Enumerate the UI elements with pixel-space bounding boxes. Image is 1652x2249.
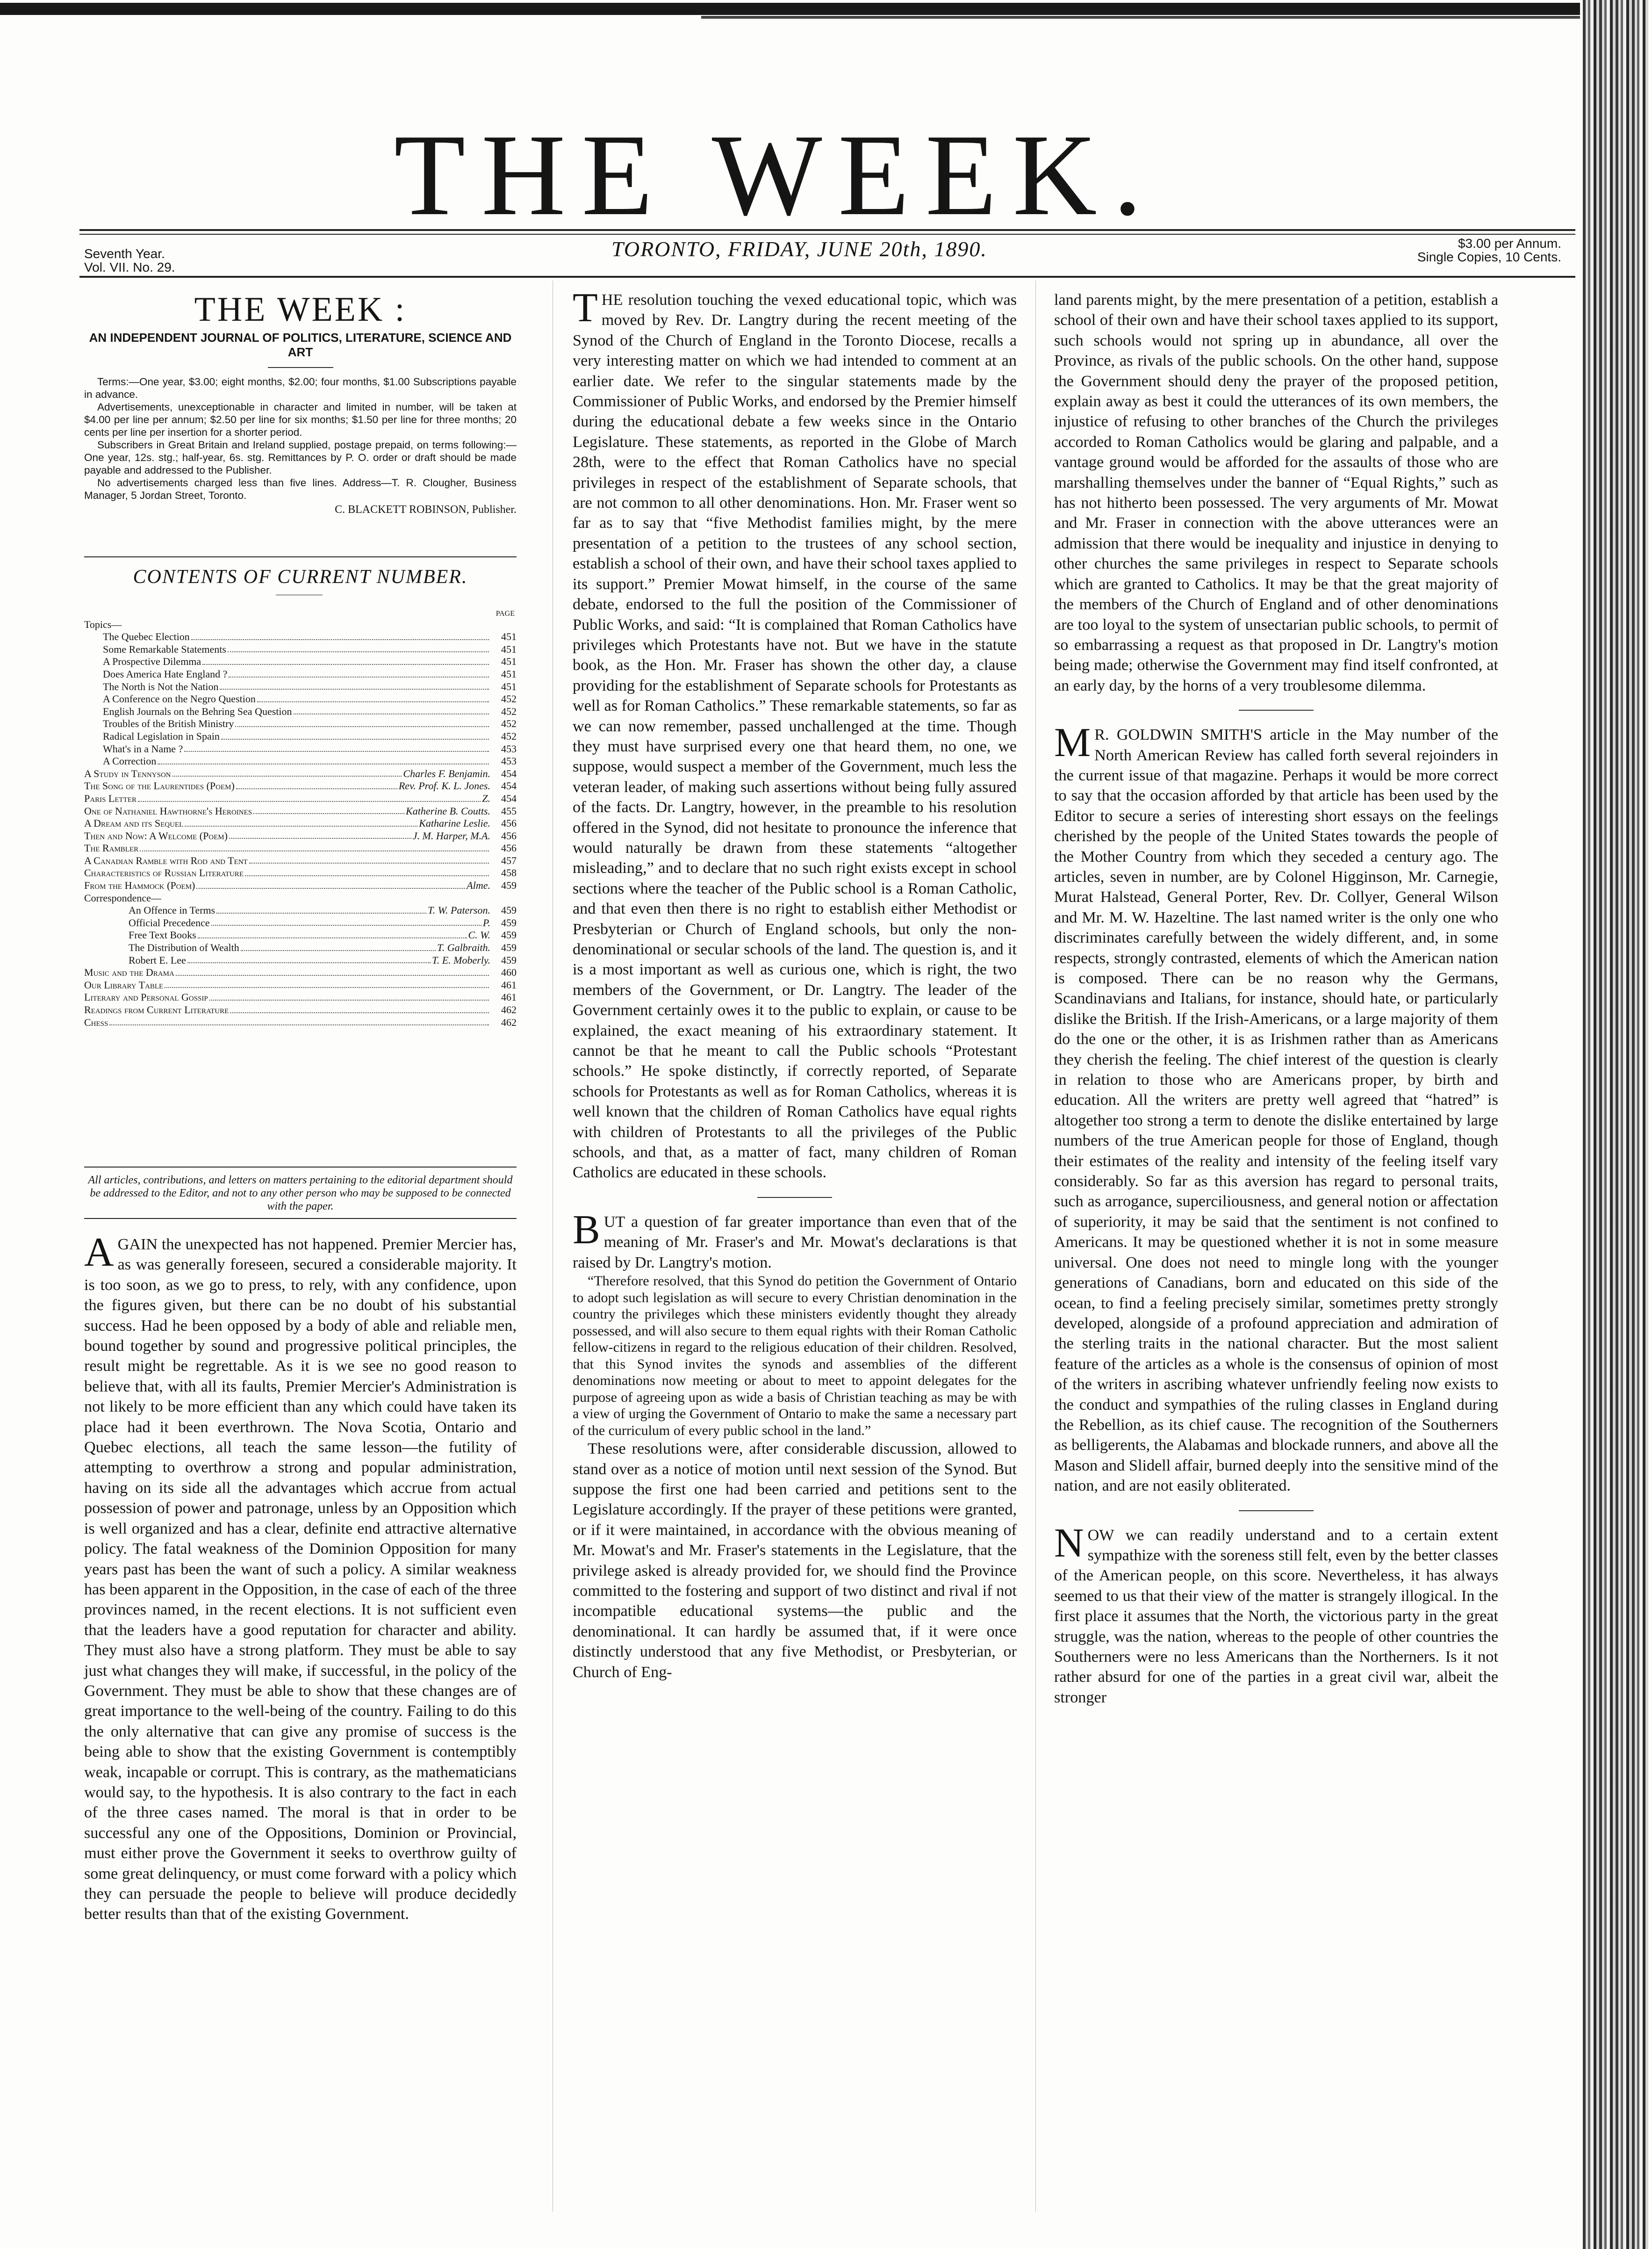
price-info	[1379, 237, 1561, 264]
contents-entry-author: Rev. Prof. K. L. Jones.	[398, 780, 490, 792]
contents-entry-page: 459	[501, 942, 517, 954]
leader-dots	[220, 681, 489, 690]
contents-row	[84, 979, 517, 992]
leader-dots	[253, 805, 404, 815]
contents-row	[84, 656, 517, 668]
contents-row	[84, 743, 517, 756]
leader-dots	[228, 643, 489, 653]
leader-dots	[294, 706, 489, 715]
journal-subtitle: AN INDEPENDENT JOURNAL OF POLITICS, LITERATURE, SCIENCE AND ART	[89, 331, 512, 359]
contents-row	[84, 755, 517, 768]
volume-info	[84, 247, 175, 274]
page-binding-edge	[1583, 0, 1648, 2249]
contents-row	[84, 879, 517, 892]
contents-entry-author: C. W.	[468, 929, 490, 941]
contents-entry-page: 451	[501, 631, 517, 643]
contents-entry-page: 460	[501, 966, 517, 979]
contents-entry-page: 455	[501, 805, 517, 817]
price-single: Single Copies, 10 Cents.	[1417, 250, 1561, 265]
leader-dots	[230, 1004, 489, 1013]
contents-row	[84, 954, 517, 967]
leader-dots	[158, 755, 489, 764]
contents-entry-page: 454	[501, 767, 517, 779]
contents-row	[84, 706, 517, 718]
main-contents-list	[84, 768, 517, 892]
journal-title: THE WEEK :	[194, 290, 407, 329]
contents-rule-bottom	[84, 1167, 517, 1168]
contents-row	[84, 1016, 517, 1029]
contents-row	[84, 631, 517, 643]
contents-entry-title: The Rambler	[84, 842, 139, 854]
contents-entry-title: From the Hammock (Poem)	[84, 879, 195, 892]
header-rule-bottom	[79, 276, 1575, 278]
table-of-contents	[84, 608, 517, 1029]
contents-row	[84, 817, 517, 830]
contents-entry-author: Katherine B. Coutts.	[406, 805, 490, 817]
article-separator	[1239, 710, 1314, 711]
leader-dots	[209, 991, 489, 1001]
contents-row	[84, 904, 517, 917]
leader-dots	[257, 693, 489, 702]
contents-entry-page: 451	[501, 680, 517, 692]
article-quebec-election	[84, 1230, 517, 1925]
contents-entry-page: 459	[501, 954, 517, 966]
article-separator	[1239, 1510, 1314, 1511]
contents-entry-author: Alme.	[467, 879, 490, 892]
contents-entry-title: The Song of the Laurentides (Poem)	[84, 780, 235, 792]
contents-entry-title: An Offence in Terms	[129, 904, 215, 916]
contents-row	[84, 668, 517, 681]
contents-entry-page: 452	[501, 693, 517, 705]
contents-entry-title: A Prospective Dilemma	[103, 656, 201, 668]
contents-entry-title: Robert E. Lee	[129, 954, 186, 966]
leader-dots	[138, 793, 481, 802]
leader-dots	[172, 768, 402, 777]
volume-label: Vol. VII. No. 29.	[84, 260, 175, 275]
contents-entry-page: 451	[501, 656, 517, 668]
notice-rule	[84, 1218, 517, 1219]
advertisements-text: Advertisements, unexceptionable in character and limited in number, will be taken at $4.00 per line per annum; $2.50 per line for six months; $1.50 per line for three months; 20 cents per line per insertion for a shorter period.	[84, 401, 517, 438]
contents-entry-title: A Conference on the Negro Question	[103, 693, 256, 705]
contents-row	[84, 730, 517, 743]
contents-entry-page: 451	[501, 668, 517, 680]
drop-cap: N	[1054, 1520, 1084, 1566]
contents-row	[84, 842, 517, 855]
leader-dots	[216, 904, 426, 914]
leader-dots	[241, 942, 436, 951]
contents-entry-title: Readings from Current Literature	[84, 1004, 229, 1016]
contents-entry-title: The North is Not the Nation	[103, 680, 219, 692]
drop-cap: B	[573, 1207, 600, 1253]
contents-entry-title: Characteristics of Russian Literature	[84, 867, 244, 879]
contents-entry-title: English Journals on the Behring Sea Question	[103, 705, 292, 717]
leader-dots	[185, 817, 417, 827]
contents-entry-title: A Correction	[103, 755, 157, 767]
correspondence-label: Correspondence—	[84, 892, 161, 904]
contents-row	[84, 805, 517, 818]
contents-entry-title: What's in a Name ?	[103, 742, 183, 755]
contents-entry-page: 458	[501, 867, 517, 879]
contents-entry-title: Free Text Books	[129, 929, 196, 941]
leader-dots	[109, 1016, 489, 1026]
leader-dots	[184, 743, 489, 752]
top-border-band	[0, 3, 1580, 15]
contents-entry-title: Does America Hate England ?	[103, 668, 228, 680]
contents-entry-page: 453	[501, 742, 517, 755]
year-label: Seventh Year.	[84, 246, 165, 261]
leader-dots	[187, 954, 431, 964]
journal-info-block	[84, 292, 517, 516]
contents-row	[84, 793, 517, 805]
contents-entry-page: 452	[501, 705, 517, 717]
article-text: OW we can readily understand and to a certain extent sympathize with the soreness still felt, even by the better classes of the American people, on this score. Nevertheless, it has always seemed to us that their view of the matter is strangely illogical. In the first place it assumes that the North, the victorious party in the great struggle, was the nation, whereas to the people of other countries the Southerners were no less Americans than the Northerners. Is it not rather absurd for one of the parties in a great civil war, albeit the stronger	[1054, 1526, 1498, 1706]
contents-entry-title: Radical Legislation in Spain	[103, 730, 220, 742]
topics-list	[84, 631, 517, 768]
leader-dots	[165, 979, 489, 988]
page-column-label: PAGE	[496, 610, 515, 618]
contents-rule-top	[84, 556, 517, 557]
contents-entry-page: 451	[501, 643, 517, 655]
article-separator	[757, 1197, 832, 1198]
contents-entry-author: T. W. Paterson.	[428, 904, 490, 916]
leader-dots	[229, 830, 411, 839]
subscribers-text: Subscribers in Great Britain and Ireland supplied, postage prepaid, on terms following:—One year, 12s. stg.; half-year, 6s. stg. Remittances by P. O. order or draft should be made payable and addressed to the Publisher.	[84, 439, 517, 476]
publisher-line: C. BLACKETT ROBINSON, Publisher.	[335, 504, 517, 516]
leader-dots	[235, 718, 489, 727]
contents-row	[84, 643, 517, 656]
leader-dots	[229, 668, 489, 678]
leader-dots	[176, 966, 489, 976]
contents-entry-title: Music and the Drama	[84, 966, 174, 979]
contents-entry-page: 462	[501, 1004, 517, 1016]
contents-row	[84, 867, 517, 879]
leader-dots	[211, 917, 481, 926]
masthead-title: THE WEEK.	[394, 110, 1158, 240]
contents-entry-author: T. Galbraith.	[437, 942, 490, 954]
price-annum: $3.00 per Annum.	[1458, 236, 1561, 251]
contents-title: CONTENTS OF CURRENT NUMBER.	[133, 566, 468, 588]
terms-text: Terms:—One year, $3.00; eight months, $2.00; four months, $1.00 Subscriptions payable in advance.	[84, 376, 517, 400]
contents-entry-title: Literary and Personal Gossip	[84, 991, 208, 1003]
article-column-2	[573, 285, 1017, 1682]
contents-entry-author: Katharine Leslie.	[419, 817, 490, 829]
contents-entry-title: Chess	[84, 1016, 108, 1028]
contents-entry-page: 456	[501, 829, 517, 842]
correspondence-list	[84, 904, 517, 966]
no-ads-text: No advertisements charged less than five lines. Address—T. R. Clougher, Business Manager, 5 Jordan Street, Toronto.	[84, 477, 517, 501]
contents-entry-author: J. M. Harper, M.A.	[412, 829, 490, 842]
leader-dots	[191, 631, 489, 640]
contents-row	[84, 929, 517, 942]
resolution-quote: “Therefore resolved, that this Synod do petition the Government of Ontario to adopt such legislation as will secure to every Christian denomination in the country the privileges which these ministers evidently thought they already possessed, and will also secure to them equal rights with their Roman Catholic fellow-citizens in regard to the religious education of their children. Resolved, that this Synod invites the synods and assemblies of the different denominations now meeting or about to meet to appoint delegates for the purpose of agreeing upon as wide a basis of Christian teaching as may be with a view of urging the Government of Ontario to make the same a necessary part of the curriculum of every public school in the land.”	[573, 1273, 1017, 1438]
leader-dots	[196, 879, 465, 889]
leader-dots	[202, 656, 489, 665]
contents-entry-title: The Distribution of Wealth	[129, 942, 239, 954]
drop-cap: A	[84, 1230, 114, 1275]
contents-row	[84, 966, 517, 979]
contents-entry-page: 459	[501, 929, 517, 941]
terms-block	[84, 375, 517, 502]
contents-entry-title: A Canadian Ramble with Rod and Tent	[84, 854, 248, 866]
leader-dots	[198, 929, 467, 938]
article-text: land parents might, by the mere presentation of a petition, establish a school of their own and have their school taxes applied to its support, such schools would not spring up in abundance, all over the Province, as rivals of the public schools. On the other hand, suppose the Government should deny the prayer of the proposed petition, explain away as best it could the utterances of its own members, the injustice of refusing to other branches of the Church the privileges accorded to Roman Catholics would be glaring and palpable, and a vantage ground would be afforded for the assaults of those who are marshalling themselves under the banner of “Equal Rights,” such as has not hitherto been possessed. The very arguments of Mr. Mowat and Mr. Fraser in connection with the above utterances were an admission that there would be inequality and injustice in denying to other churches the same privileges in respect to Separate schools which are granted to Catholics. It may be that the great majority of the members of the Church of England and of other denominations are too loyal to the system of unsectarian public schools, to permit of so embarrassing a request as that proposed in Dr. Langtry's motion being made; otherwise the Government may find itself confronted, at an early day, by the horns of a very troublesome dilemma.	[1054, 291, 1498, 694]
contents-entry-page: 452	[501, 718, 517, 730]
article-column-3	[1054, 290, 1498, 1708]
topics-label: Topics—	[84, 618, 122, 630]
contents-entry-author: Charles F. Benjamin.	[403, 767, 490, 779]
header-rule-top-inner	[79, 234, 1575, 235]
contents-entry-author: T. E. Moberly.	[432, 954, 490, 966]
contents-entry-page: 461	[501, 991, 517, 1003]
contents-entry-author: Z.	[482, 792, 490, 804]
contents-entry-page: 459	[501, 904, 517, 916]
contents-entry-page: 461	[501, 979, 517, 991]
contents-row	[84, 830, 517, 843]
top-border-band-thin	[701, 16, 1580, 19]
leader-dots	[245, 867, 489, 876]
contents-entry-title: One of Nathaniel Hawthorne's Heroines	[84, 805, 252, 817]
contents-entry-page: 456	[501, 817, 517, 829]
contents-entry-title: Official Precedence	[129, 916, 210, 929]
article-text: HE resolution touching the vexed educational topic, which was moved by Rev. Dr. Langtry during the recent meeting of the Synod of the Church of England in the Toronto Diocese, recalls a very interesting matter on which we had intended to comment at an earlier date. We refer to the singular statements made by the Commissioner of Public Works, and endorsed by the Premier himself during the educational debate a few weeks since in the Ontario Legislature. These statements, as reported in the Globe of March 28th, were to the effect that Roman Catholics have no special privileges in respect of the establishment of Separate schools, that are not common to all other denominations. Hon. Mr. Fraser went so far as to say that “five Methodist families might, by the mere presentation of a petition to the trustees of any school section, establish a school of their own, and have their school taxes applied to its support.” Premier Mowat himself, in the course of the same debate, endorsed to the full the position of the Commissioner of Public Works, and said: “It is complained that Roman Catholics have privileges which Protestants have not. But we have in the statute book, as the Hon. Mr. Fraser has shown the other day, a clause providing for the establishment of Separate schools for Protestants as well as for Roman Catholics.” These remarkable statements, so far as we can now remember, passed unchallenged at the time. Though they must have surprised every one that heard them, no one, we suppose, would suspect a member of the Government, much less the veteran leader, of making such assertions without being fully assured of the facts. Dr. Langtry, however, in the preamble to his resolution offered in the Synod, did not hesitate to pronounce the inference that would naturally be drawn from these statements “altogether misleading,” and to declare that no such right exists except in school sections where the teacher of the Public school is a Roman Catholic, and that even then there is no right to establish either Methodist or Presbyterian or Church of England schools, but only the non-denominational or secular schools of the land. The question is, and it is a most important as well as curious one, which is right, the two members of the Government, or Dr. Langtry. The leader of the Government certainly owes it to the public to explain, or cause to be explained, the exact meaning of his extraordinary statement. It cannot be that he meant to call the Public schools “Protestant schools.” He spoke distinctly, if correctly reported, of Separate schools for Protestants as well as for Roman Catholics, whereas it is well known that the children of Roman Catholics have equal rights with children of Protestants to all the privileges of the Public schools, and that, as a matter of fact, many children of Roman Catholics are educated in these schools.	[573, 291, 1017, 1182]
editorial-notice: All articles, contributions, and letters on matters pertaining to the editorial department should be addressed to the Editor, and not to any other person who may be supposed to be connected with the paper.	[88, 1174, 513, 1212]
drop-cap: M	[1054, 720, 1091, 766]
contents-entry-page: 454	[501, 792, 517, 804]
leader-dots	[249, 855, 489, 864]
leader-dots	[140, 842, 489, 851]
contents-entry-page: 454	[501, 780, 517, 792]
article-text: R. GOLDWIN SMITH'S article in the May number of the North American Review has called forth several rejoinders in the current issue of that magazine. Perhaps it would be more correct to say that the occasion afforded by that article has been used by the Editor to secure a series of interesting short essays on the feelings cherished by the people of the United States towards the people of the Mother Country from which they seceded a century ago. The articles, seven in number, are by Colonel Higginson, Mr. Carnegie, Murat Halstead, General Porter, Rev. Dr. Collyer, General Wilson and Mr. M. W. Hazeltine. The last named writer is the only one who discriminates carefully between the widely different, and, in some respects, strongly contrasted, elements of which the American nation is composed. There can be no reason why the Germans, Scandinavians and Italians, for instance, should hate, or particularly dislike the British. If the Irish-Americans, or a large majority of them do the one or the other, it is as Irishmen rather than as Americans they cherish the feeling. The chief interest of the question is clearly in relation to those who are Americans proper, by birth and education. All the writers are pretty well agreed that “hatred” is altogether too strong a term to denote the dislike entertained by large numbers of the true American people for those of England, though their estimates of the reality and intensity of the feeling itself vary considerably. So far as this aversion has regard to personal traits, such as arrogance, superciliousness, and general notion or affectation of superiority, it may be said that the sentiment is not confined to Americans. It may be questioned whether it is not in some measure universal. One does not need to mingle long with the younger generations of Canadians, born and educated on this side of the ocean, to find a feeling precisely similar, sometimes pretty strongly developed, alongside of a profound appreciation and admiration of the sterling traits in the national character. But the most salient feature of the articles as a whole is the consensus of opinion of most of the writers in ascribing whatever unfriendly feeling now exists to the conduct and sympathies of the ruling classes in England during the Rebellion, as its chief cause. The recognition of the Southerners as belligerents, the Alabamas and blockade runners, and above all the Mason and Slidell affair, burned deeply into the sensitive mind of the nation, and are not easily obliterated.	[1054, 726, 1498, 1495]
contents-row	[84, 855, 517, 867]
drop-cap: T	[573, 285, 598, 331]
dateline: TORONTO, FRIDAY, JUNE 20th, 1890.	[611, 237, 987, 261]
contents-entry-title: Troubles of the British Ministry	[103, 718, 234, 730]
leader-dots	[236, 780, 397, 789]
contents-row	[84, 1004, 517, 1016]
contents-entry-page: 456	[501, 842, 517, 854]
contents-entry-author: P.	[482, 916, 490, 929]
contents-row	[84, 693, 517, 706]
contents-entry-page: 457	[501, 854, 517, 866]
contents-entry-page: 453	[501, 755, 517, 767]
contents-row	[84, 942, 517, 954]
article-text: UT a question of far greater importance than even that of the meaning of Mr. Fraser's and Mr. Mowat's declarations is that raised by Dr. Langtry's motion.	[573, 1213, 1017, 1271]
contents-entry-title: A Study in Tennyson	[84, 767, 171, 779]
contents-row	[84, 768, 517, 780]
contents-entry-page: 462	[501, 1016, 517, 1028]
contents-entry-title: A Dream and its Sequel	[84, 817, 184, 829]
contents-entry-page: 452	[501, 730, 517, 742]
contents-entry-title: Our Library Table	[84, 979, 164, 991]
contents-entry-page: 459	[501, 916, 517, 929]
contents-row	[84, 991, 517, 1004]
journal-divider	[268, 367, 333, 368]
header-rule-top	[79, 229, 1575, 231]
leader-dots	[221, 730, 489, 740]
contents-entry-page: 459	[501, 879, 517, 892]
article-text: These resolutions were, after considerable discussion, allowed to stand over as a notice of motion until next session of the Synod. But suppose the first one had been carried and petitions sent to the Legislature accordingly. If the prayer of these petitions were granted, or if it were maintained, in accordance with the obvious meaning of Mr. Mowat's and Mr. Fraser's statements in the Legislature, that the privilege asked is already provided for, we should find the Province committed to the fostering and support of two distinct and rival if not incompatible educational systems—the public and the denominational. It can hardly be assumed that, if it were once distinctly understood that any five Methodist, or Presbyterian, or Church of Eng-	[573, 1440, 1017, 1681]
contents-row	[84, 917, 517, 930]
contents-row	[84, 780, 517, 793]
contents-entry-title: Some Remarkable Statements	[103, 643, 226, 655]
contents-entry-title: Then and Now: A Welcome (Poem)	[84, 829, 228, 842]
contents-row	[84, 681, 517, 693]
column-divider-2	[1035, 281, 1036, 2212]
article-text: GAIN the unexpected has not happened. Premier Mercier has, as was generally foreseen, secured a considerable majority. It is too soon, as we go to press, to rely, with any confidence, upon the figures given, but there can be no doubt of his substantial success. Had he been opposed by a body of able and reliable men, bound together by sound and progressive political principles, the result might be regrettable. As it is we see no good reason to believe that, with all its faults, Premier Mercier's Administration is not likely to be more efficient than any which could have taken its place had it been everthrown. The Nova Scotia, Ontario and Quebec elections, all teach the same lesson—the futility of attempting to overthrow a strong and popular administration, having on its side all the advantages which accrue from actual possession of power and patronage, unless by an Opposition which is well organized and has a clear, definite end attractive alternative policy. The fatal weakness of the Dominion Opposition for many years past has been the want of such a policy. A similar weakness has been apparent in the Opposition, in the case of each of the three provinces named, in the recent elections. It is not sufficient even that the leaders have a good reputation for character and ability. They must also have a strong platform. They must be able to say just what changes they will make, if successful, in the policy of the Government. They must be able to show that these changes are of great importance to the well-being of the country. Failing to do this the only alternative that can give any promise of success is the being able to show that the existing Government is contemptibly weak, incapable or corrupt. This is contrary, as the mathematicians would say, to the hypothesis. It is also contrary to the fact in each of the three cases named. The moral is that in order to be successful any one of the Oppositions, Dominion or Provincial, must either prove the Government it seeks to overthrow guilty of some great delinquency, or must come forward with a policy which they can persuade the people to believe will produce decidedly better results than that of the existing Government.	[84, 1236, 517, 1923]
contents-row	[84, 718, 517, 730]
contents-entry-title: Paris Letter	[84, 792, 137, 804]
contents-entry-title: The Quebec Election	[103, 631, 190, 643]
departments-list	[84, 966, 517, 1029]
